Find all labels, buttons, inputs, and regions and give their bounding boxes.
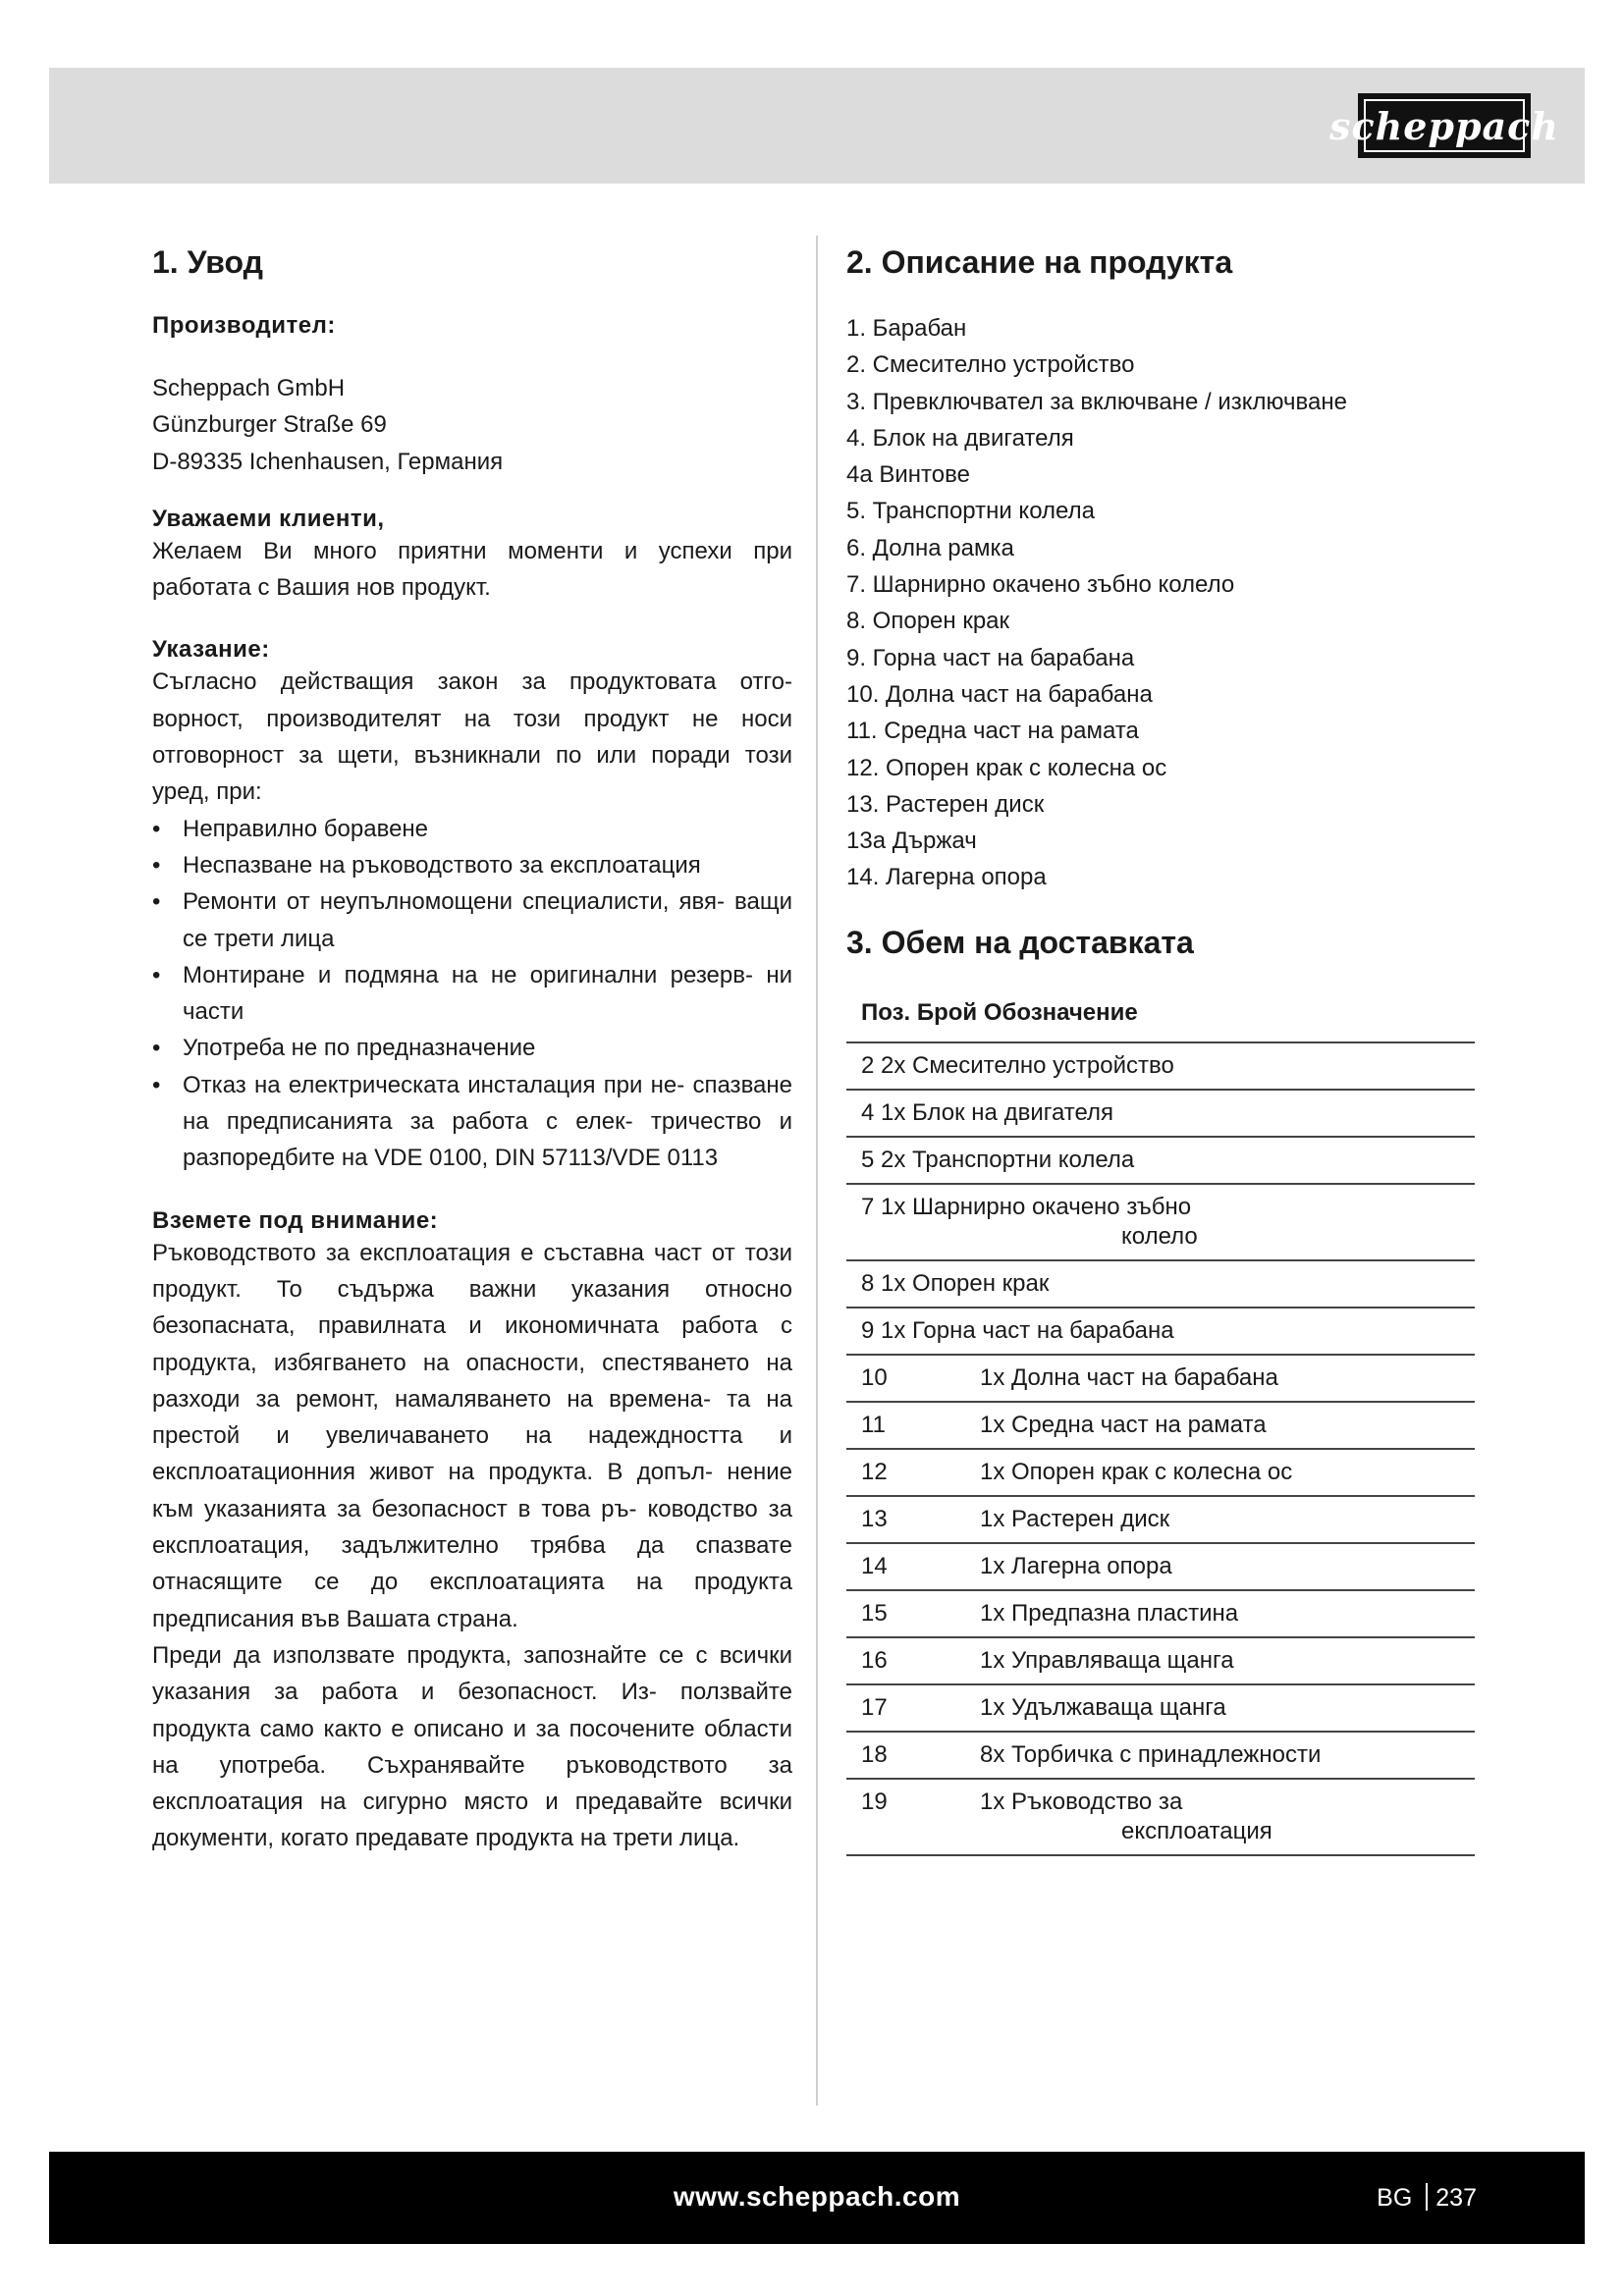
- table-cell: [846, 1184, 1475, 1260]
- table-cell-desc: [965, 1779, 1475, 1855]
- attention-label: Вземете под внимание:: [152, 1206, 439, 1234]
- table-cell-pos: 14: [846, 1543, 965, 1590]
- table-cell-desc: 1x Долна част на барабана: [965, 1355, 1475, 1402]
- list-item: 2. Смесително устройство: [846, 351, 1135, 379]
- dear-customers-text: Желаем Ви много приятни моменти и успехи при работата с Вашия нов продукт.: [152, 537, 792, 602]
- table-row: [846, 1308, 1475, 1355]
- list-item: 11. Средна част на рамата: [846, 718, 1139, 745]
- dear-customers-label: Уважаеми клиенти,: [152, 505, 385, 532]
- logo-text: scheppach: [1329, 103, 1559, 148]
- list-item: 10. Долна част на барабана: [846, 680, 1153, 708]
- liability-list: [152, 811, 792, 1177]
- scheppach-logo: [1329, 93, 1559, 158]
- column-divider: [816, 236, 818, 2106]
- table-cell-desc: 1x Средна част на рамата: [965, 1402, 1475, 1449]
- attention-text: Преди да използвате продукта, запознайте се с всички указания за работа и безопасност. Из- ползвайте продукта само както е описано и за посочените области на употреба. Съхранявайте ръководството за експлоатация на сигурно място и предавайте всички документи, когато предавате продукта на трети лица.: [152, 1641, 792, 1852]
- table-header: Поз. Брой Обозначение: [846, 985, 1475, 1042]
- table-row: [846, 1137, 1475, 1184]
- list-item: 3. Превключвател за включване / изключване: [846, 388, 1347, 415]
- table-row: [846, 1496, 1475, 1543]
- footer-band: [49, 2152, 1585, 2244]
- table-cell-desc: 1x Предпазна пластина: [965, 1590, 1475, 1637]
- list-item: 4. Блок на двигателя: [846, 424, 1074, 452]
- table-row: [846, 1779, 1475, 1855]
- table-row: [846, 1732, 1475, 1779]
- section-2-title: 2. Описание на продукта: [846, 244, 1233, 280]
- table-cell-pos: 16: [846, 1637, 965, 1684]
- table-cell-pos: 17: [846, 1684, 965, 1732]
- row-19-text: 1x Ръководство за: [980, 1788, 1183, 1815]
- list-item: 14. Лагерна опора: [846, 864, 1047, 891]
- list-item: 6. Долна рамка: [846, 534, 1014, 561]
- table-row: [846, 1042, 1475, 1090]
- list-item: 12. Опорен крак с колесна ос: [846, 754, 1167, 781]
- table-cell-desc: 1x Опорен крак с колесна ос: [965, 1449, 1475, 1496]
- list-item: • Неправилно боравене: [152, 811, 792, 847]
- row-19-wrap: експлоатация: [1121, 1817, 1272, 1844]
- table-cell-desc: 8x Торбичка с принадлежности: [965, 1732, 1475, 1779]
- table-row: [846, 1543, 1475, 1590]
- table-row: [846, 1260, 1475, 1308]
- page-number: 237: [1435, 2184, 1477, 2212]
- header-band: [49, 68, 1585, 184]
- address-line: Günzburger Straße 69: [152, 411, 387, 439]
- table-row: [846, 1684, 1475, 1732]
- manufacturer-label: Производител:: [152, 312, 336, 339]
- table-row: [846, 1402, 1475, 1449]
- list-item: 1. Барабан: [846, 315, 967, 342]
- table-cell: 8 1x Опорен крак: [846, 1260, 1475, 1308]
- address-line: D-89335 Ichenhausen, Германия: [152, 448, 504, 475]
- list-item: • Монтиране и подмяна на не оригинални резерв- ни части: [152, 957, 792, 1031]
- product-parts-list: [846, 310, 1480, 896]
- list-item: 9. Горна част на барабана: [846, 644, 1135, 671]
- page-indicator: [1377, 2183, 1477, 2213]
- table-row: [846, 1449, 1475, 1496]
- row-7-wrap: колело: [1121, 1222, 1198, 1250]
- list-item: 4a Винтове: [846, 461, 970, 489]
- table-row: [846, 1355, 1475, 1402]
- note-text: Съгласно действащия закон за продуктовата отго- ворност, производителят на този продукт не носи отговорност за щети, възникнали по или поради този уред, при:: [152, 668, 792, 806]
- table-cell: 4 1x Блок на двигателя: [846, 1090, 1475, 1137]
- table-cell-pos: 10: [846, 1355, 965, 1402]
- separator: [1426, 2183, 1428, 2211]
- delivery-scope-table: [846, 985, 1475, 1856]
- note-label: Указание:: [152, 636, 270, 664]
- table-cell-pos: 11: [846, 1402, 965, 1449]
- table-row: [846, 1590, 1475, 1637]
- row-7-text: 7 1x Шарнирно окачено зъбно: [861, 1193, 1192, 1220]
- address-line: Scheppach GmbH: [152, 375, 346, 401]
- table-cell: 2 2x Смесително устройство: [846, 1042, 1475, 1090]
- table-row: [846, 1637, 1475, 1684]
- table-cell-pos: 18: [846, 1732, 965, 1779]
- list-item: • Ремонти от неупълномощени специалисти, явя- ващи се трети лица: [152, 883, 792, 957]
- list-item: • Отказ на електрическата инсталация при не- спазване на предписанията за работа с елек- тричество и разпоредбите на VDE 0100, DIN 57113/VDE 0113: [152, 1067, 792, 1177]
- language-code: BG: [1377, 2184, 1413, 2212]
- table-cell: 5 2x Транспортни колела: [846, 1137, 1475, 1184]
- list-item: 13a Държач: [846, 828, 977, 855]
- list-item: 13. Растерен диск: [846, 790, 1045, 818]
- section-product-description: [846, 238, 1480, 1856]
- list-item: 5. Транспортни колела: [846, 498, 1095, 525]
- table-cell-desc: 1x Удължаваща щанга: [965, 1684, 1475, 1732]
- table-cell-pos: 19: [846, 1779, 965, 1855]
- table-cell-pos: 12: [846, 1449, 965, 1496]
- website-link[interactable]: www.scheppach.com: [673, 2181, 961, 2212]
- list-item: • Употреба не по предназначение: [152, 1030, 792, 1066]
- section-3-title: 3. Обем на доставката: [846, 924, 1194, 960]
- list-item: 8. Опорен крак: [846, 608, 1010, 635]
- table-cell-desc: 1x Управляваща щанга: [965, 1637, 1475, 1684]
- table-cell: 9 1x Горна част на барабана: [846, 1308, 1475, 1355]
- attention-text: Ръководството за експлоатация е съставна част от този продукт. То съдържа важни указания относно безопасната, правилната и икономичната работа с продукта, избягването на опасности, спестяването на разходи за ремонт, намаляването на времена- та на престой и увеличаването на надеждността и експлоатационния живот на продукта. В допъл- нение към указанията за безопасност в това ръ- ководство за експлоатация, задължително трябва да спазвате отнасящите се до експлоатацията на продукта предписания във Вашата страна.: [152, 1239, 792, 1632]
- table-cell-pos: 15: [846, 1590, 965, 1637]
- section-1-title: 1. Увод: [152, 244, 263, 280]
- table-cell-desc: 1x Лагерна опора: [965, 1543, 1475, 1590]
- table-row: [846, 1184, 1475, 1260]
- table-row: [846, 1090, 1475, 1137]
- list-item: 7. Шарнирно окачено зъбно колело: [846, 571, 1235, 599]
- list-item: • Неспазване на ръководството за експлоатация: [152, 847, 792, 883]
- table-cell-desc: 1x Растерен диск: [965, 1496, 1475, 1543]
- table-cell-pos: 13: [846, 1496, 965, 1543]
- section-introduction: [152, 238, 792, 1857]
